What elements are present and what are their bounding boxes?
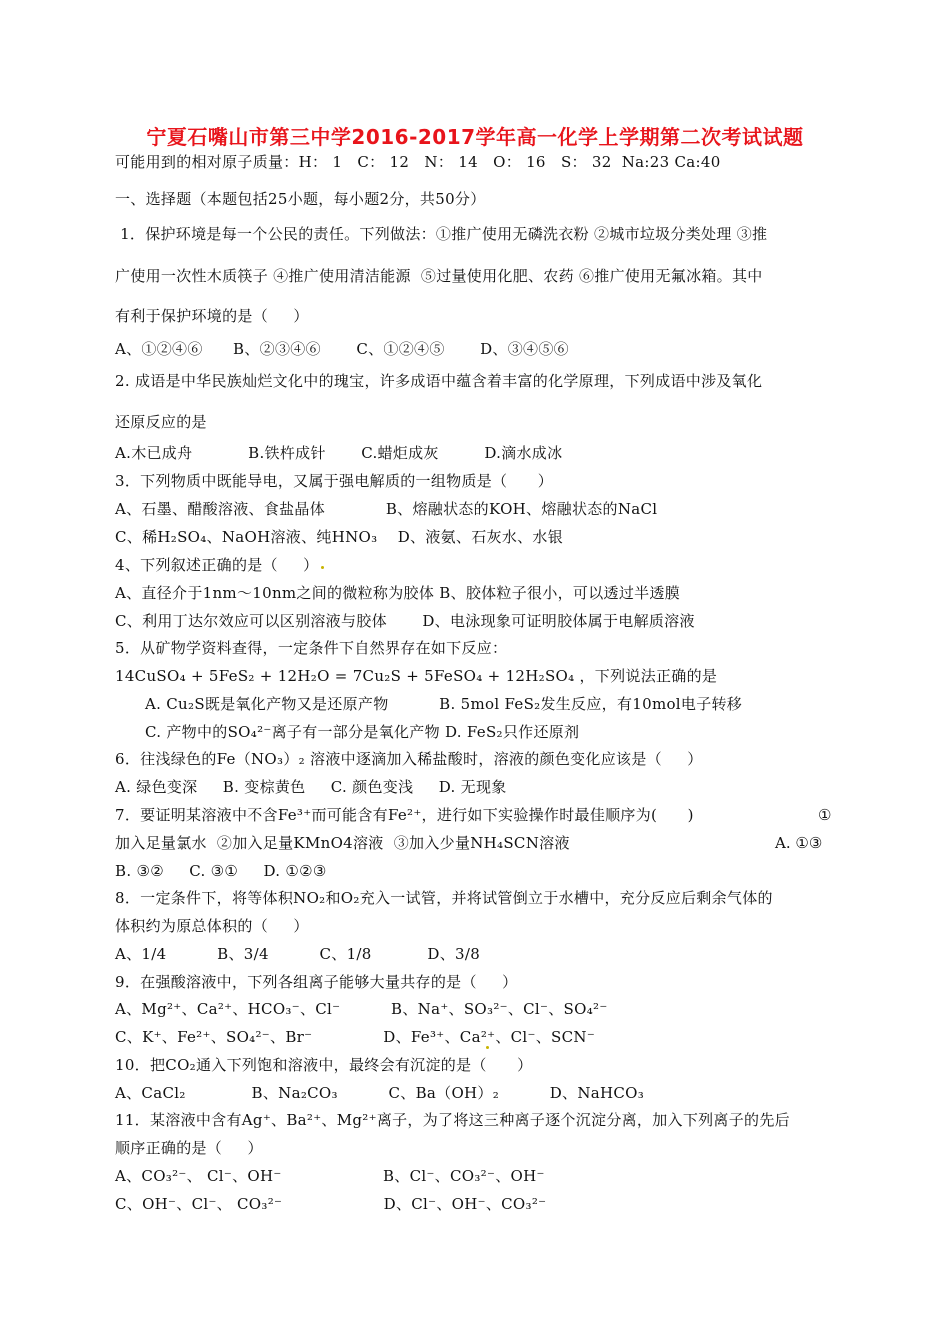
speck-mark: [321, 566, 324, 569]
q4-line1: 4、下列叙述正确的是（ ）: [115, 556, 319, 574]
q8-line2: 体积约为原总体积的（ ）: [115, 917, 309, 935]
q5-line1: 5．从矿物学资料查得，一定条件下自然界存在如下反应：: [115, 639, 508, 657]
q7-line2-right: A. ①③: [775, 834, 823, 852]
q10-line1: 10．把CO₂通入下列饱和溶液中，最终会有沉淀的是（ ）: [115, 1056, 533, 1074]
q2-line2: 还原反应的是: [115, 413, 207, 431]
q7-line3: B. ③② C. ③① D. ①②③: [115, 862, 327, 880]
q6-options: A. 绿色变深 B. 变棕黄色 C. 颜色变浅 D. 无现象: [115, 778, 507, 796]
q9-options-cd: C、K⁺、Fe²⁺、SO₄²⁻、Br⁻ D、Fe³⁺、Ca²⁺、Cl⁻、SCN⁻: [115, 1028, 596, 1046]
q9-options-ab: A、Mg²⁺、Ca²⁺、HCO₃⁻、Cl⁻ B、Na⁺、SO₃²⁻、Cl⁻、SO₄²⁻: [115, 1000, 608, 1018]
q2-line1: 2. 成语是中华民族灿烂文化中的瑰宝，许多成语中蕴含着丰富的化学原理，下列成语中涉及氧化: [115, 372, 763, 390]
q6-line1: 6．往浅绿色的Fe（NO₃）₂ 溶液中逐滴加入稀盐酸时，溶液的颜色变化应该是（ ）: [115, 750, 703, 768]
q4-options-ab: A、直径介于1nm～10nm之间的微粒称为胶体 B、胶体粒子很小，可以透过半透膜: [115, 584, 681, 602]
q7-line2: 加入足量氯水 ②加入足量KMnO4溶液 ③加入少量NH₄SCN溶液: [115, 834, 570, 852]
q8-line1: 8．一定条件下，将等体积NO₂和O₂充入一试管，并将试管倒立于水槽中，充分反应后剩余气体的: [115, 889, 773, 907]
page-title: 宁夏石嘴山市第三中学2016-2017学年高一化学上学期第二次考试试题: [146, 125, 804, 149]
speck-mark: [486, 1046, 489, 1049]
q9-line1: 9．在强酸溶液中，下列各组离子能够大量共存的是（ ）: [115, 973, 518, 991]
q1-line2: 广使用一次性木质筷子 ④推广使用清洁能源 ⑤过量使用化肥、农药 ⑥推广使用无氟冰箱。其中: [115, 267, 763, 285]
q8-options: A、1/4 B、3/4 C、1/8 D、3/8: [115, 945, 481, 963]
q1-options: A、①②④⑥ B、②③④⑥ C、①②④⑤ D、③④⑤⑥: [115, 340, 569, 358]
q3-options-ab: A、石墨、醋酸溶液、食盐晶体 B、熔融状态的KOH、熔融状态的NaCl: [115, 500, 658, 518]
q2-options: A.木已成舟 B.铁杵成针 C.蜡炬成灰 D.滴水成冰: [115, 444, 563, 462]
q7-line1-right: ①: [818, 806, 832, 824]
q11-options-cd: C、OH⁻、Cl⁻、 CO₃²⁻ D、Cl⁻、OH⁻、CO₃²⁻: [115, 1195, 547, 1213]
q3-options-cd: C、稀H₂SO₄、NaOH溶液、纯HNO₃ D、液氨、石灰水、水银: [115, 528, 564, 546]
atomic-mass-line: 可能用到的相对原子质量：H： 1 C： 12 N： 14 O： 16 S： 32 Na:23 Ca:40: [115, 153, 721, 171]
q1-line3: 有利于保护环境的是（ ）: [115, 307, 309, 325]
q5-options-ab: A. Cu₂S既是氧化产物又是还原产物 B. 5mol FeS₂发生反应，有10mol电子转移: [145, 695, 743, 713]
q5-equation: 14CuSO₄ + 5FeS₂ + 12H₂O = 7Cu₂S + 5FeSO₄ + 12H₂SO₄ ，下列说法正确的是: [115, 667, 718, 685]
q11-options-ab: A、CO₃²⁻、 Cl⁻、OH⁻ B、Cl⁻、CO₃²⁻、OH⁻: [115, 1167, 545, 1185]
section-heading: 一、选择题（本题包括25小题，每小题2分，共50分）: [115, 190, 486, 208]
q3-line1: 3．下列物质中既能导电，又属于强电解质的一组物质是（ ）: [115, 472, 554, 490]
q11-line2: 顺序正确的是（ ）: [115, 1139, 263, 1157]
q11-line1: 11．某溶液中含有Ag⁺、Ba²⁺、Mg²⁺离子，为了将这三种离子逐个沉淀分离，加入下列离子的先后: [115, 1111, 790, 1129]
q5-options-cd: C. 产物中的SO₄²⁻离子有一部分是氧化产物 D. FeS₂只作还原剂: [145, 723, 580, 741]
q1-line1: 1．保护环境是每一个公民的责任。下列做法：①推广使用无磷洗衣粉 ②城市垃圾分类处理 ③推: [115, 225, 768, 243]
q4-options-cd: C、利用丁达尔效应可以区别溶液与胶体 D、电泳现象可证明胶体属于电解质溶液: [115, 612, 695, 630]
q10-options: A、CaCl₂ B、Na₂CO₃ C、Ba（OH）₂ D、NaHCO₃: [115, 1084, 645, 1102]
q7-line1: 7．要证明某溶液中不含Fe³⁺而可能含有Fe²⁺，进行如下实验操作时最佳顺序为( ): [115, 806, 694, 824]
